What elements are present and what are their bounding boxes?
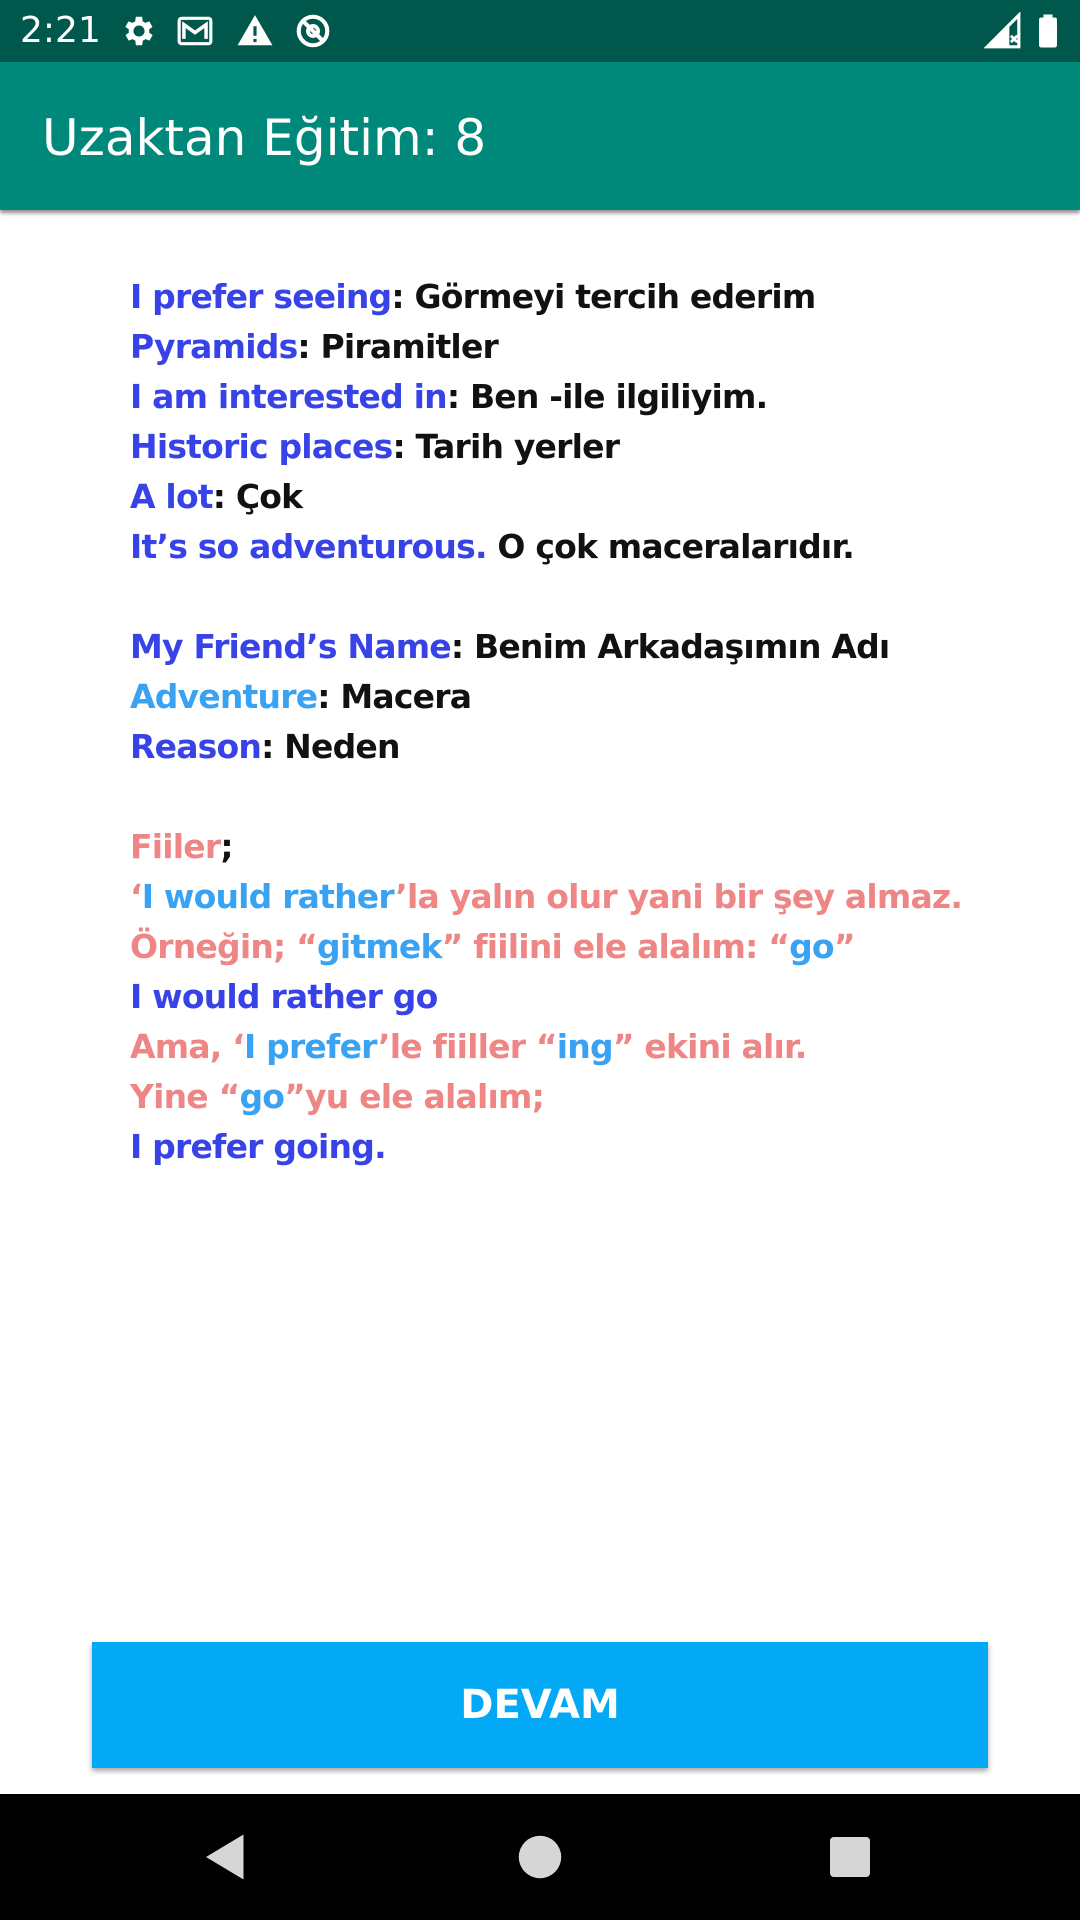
vocab-turkish: Ben -ile ilgiliyim.: [469, 377, 768, 416]
grammar-line: [130, 1022, 990, 1072]
vocab-line: [130, 722, 990, 772]
battery-icon: [1030, 12, 1066, 50]
vocab-separator: [487, 527, 498, 566]
vocab-separator: :: [261, 727, 285, 766]
vocab-english: I am interested in: [130, 377, 447, 416]
vocab-turkish: Benim Arkadaşımın Adı: [473, 627, 890, 666]
vocab-line: [130, 322, 990, 372]
vocab-line: [130, 672, 990, 722]
vocab-line: [130, 422, 990, 472]
vocab-separator: :: [212, 477, 236, 516]
gmail-icon: [176, 12, 214, 50]
vocab-separator: :: [317, 677, 341, 716]
grammar-phrase: gitmek: [317, 927, 442, 966]
grammar-text: ”: [833, 927, 855, 966]
warning-icon: [236, 12, 274, 50]
vocab-line: [130, 372, 990, 422]
vocab-line: [130, 472, 990, 522]
recents-icon[interactable]: [820, 1827, 880, 1887]
grammar-example: I would rather go: [130, 977, 438, 1016]
vocab-separator: :: [450, 627, 474, 666]
no-sync-icon: [294, 12, 332, 50]
page-title: Uzaktan Eğitim: 8: [42, 109, 487, 167]
grammar-phrase: I prefer: [243, 1027, 379, 1066]
grammar-phrase: go: [789, 927, 834, 966]
grammar-line: [130, 922, 990, 972]
navigation-bar: [0, 1794, 1080, 1920]
vocab-turkish: Neden: [284, 727, 400, 766]
vocab-turkish: Piramitler: [320, 327, 498, 366]
status-bar: [0, 0, 1080, 62]
grammar-text: ’la yalın olur yani bir şey almaz.: [395, 877, 963, 916]
vocab-turkish: Çok: [235, 477, 303, 516]
grammar-text: ” fiilini ele alalım: “: [441, 927, 790, 966]
vocab-english: A lot: [130, 477, 213, 516]
lesson-image: [130, 272, 990, 1192]
vocab-turkish: Macera: [340, 677, 472, 716]
signal-icon: [984, 12, 1022, 50]
grammar-line: [130, 1072, 990, 1122]
vocab-turkish: Tarih yerler: [415, 427, 620, 466]
vocab-line: [130, 272, 990, 322]
grammar-text: Örneğin; “: [130, 927, 318, 966]
vocab-english: It’s so adventurous.: [130, 527, 487, 566]
devam-button[interactable]: DEVAM: [92, 1642, 988, 1768]
vocab-english: Historic places: [130, 427, 393, 466]
vocab-separator: :: [392, 427, 416, 466]
grammar-phrase: I would rather: [141, 877, 396, 916]
grammar-text: Ama, ‘: [130, 1027, 244, 1066]
vocab-separator: :: [297, 327, 321, 366]
vocab-english: Pyramids: [130, 327, 298, 366]
grammar-text: ’le fiiller “: [378, 1027, 557, 1066]
grammar-heading: [130, 822, 990, 872]
grammar-line: [130, 972, 990, 1022]
app-bar: [0, 62, 1080, 210]
vocab-english: Reason: [130, 727, 262, 766]
vocab-english: My Friend’s Name: [130, 627, 451, 666]
vocab-turkish: O çok maceralarıdır.: [497, 527, 854, 566]
status-time: 2:21: [20, 10, 101, 51]
grammar-example: I prefer going.: [130, 1127, 386, 1166]
grammar-text: ‘: [130, 877, 142, 916]
grammar-heading-text: Fiiler: [130, 827, 221, 866]
back-icon[interactable]: [196, 1827, 256, 1887]
grammar-line: [130, 1122, 990, 1172]
grammar-text: ”yu ele alalım;: [284, 1077, 544, 1116]
grammar-text: ” ekini alır.: [612, 1027, 807, 1066]
grammar-phrase: go: [239, 1077, 285, 1116]
vocab-line: [130, 522, 990, 572]
grammar-text: Yine “: [130, 1077, 240, 1116]
vocab-english: I prefer seeing: [130, 277, 392, 316]
gear-icon: [120, 12, 158, 50]
home-icon[interactable]: [510, 1827, 570, 1887]
vocab-turkish: Görmeyi tercih ederim: [414, 277, 816, 316]
vocab-separator: :: [391, 277, 415, 316]
vocab-line: [130, 622, 990, 672]
spacer: [130, 772, 990, 822]
vocab-english: Adventure: [130, 677, 318, 716]
grammar-heading-suffix: ;: [220, 827, 233, 866]
grammar-line: [130, 872, 990, 922]
spacer: [130, 572, 990, 622]
grammar-phrase: ing: [556, 1027, 613, 1066]
vocab-separator: :: [446, 377, 470, 416]
